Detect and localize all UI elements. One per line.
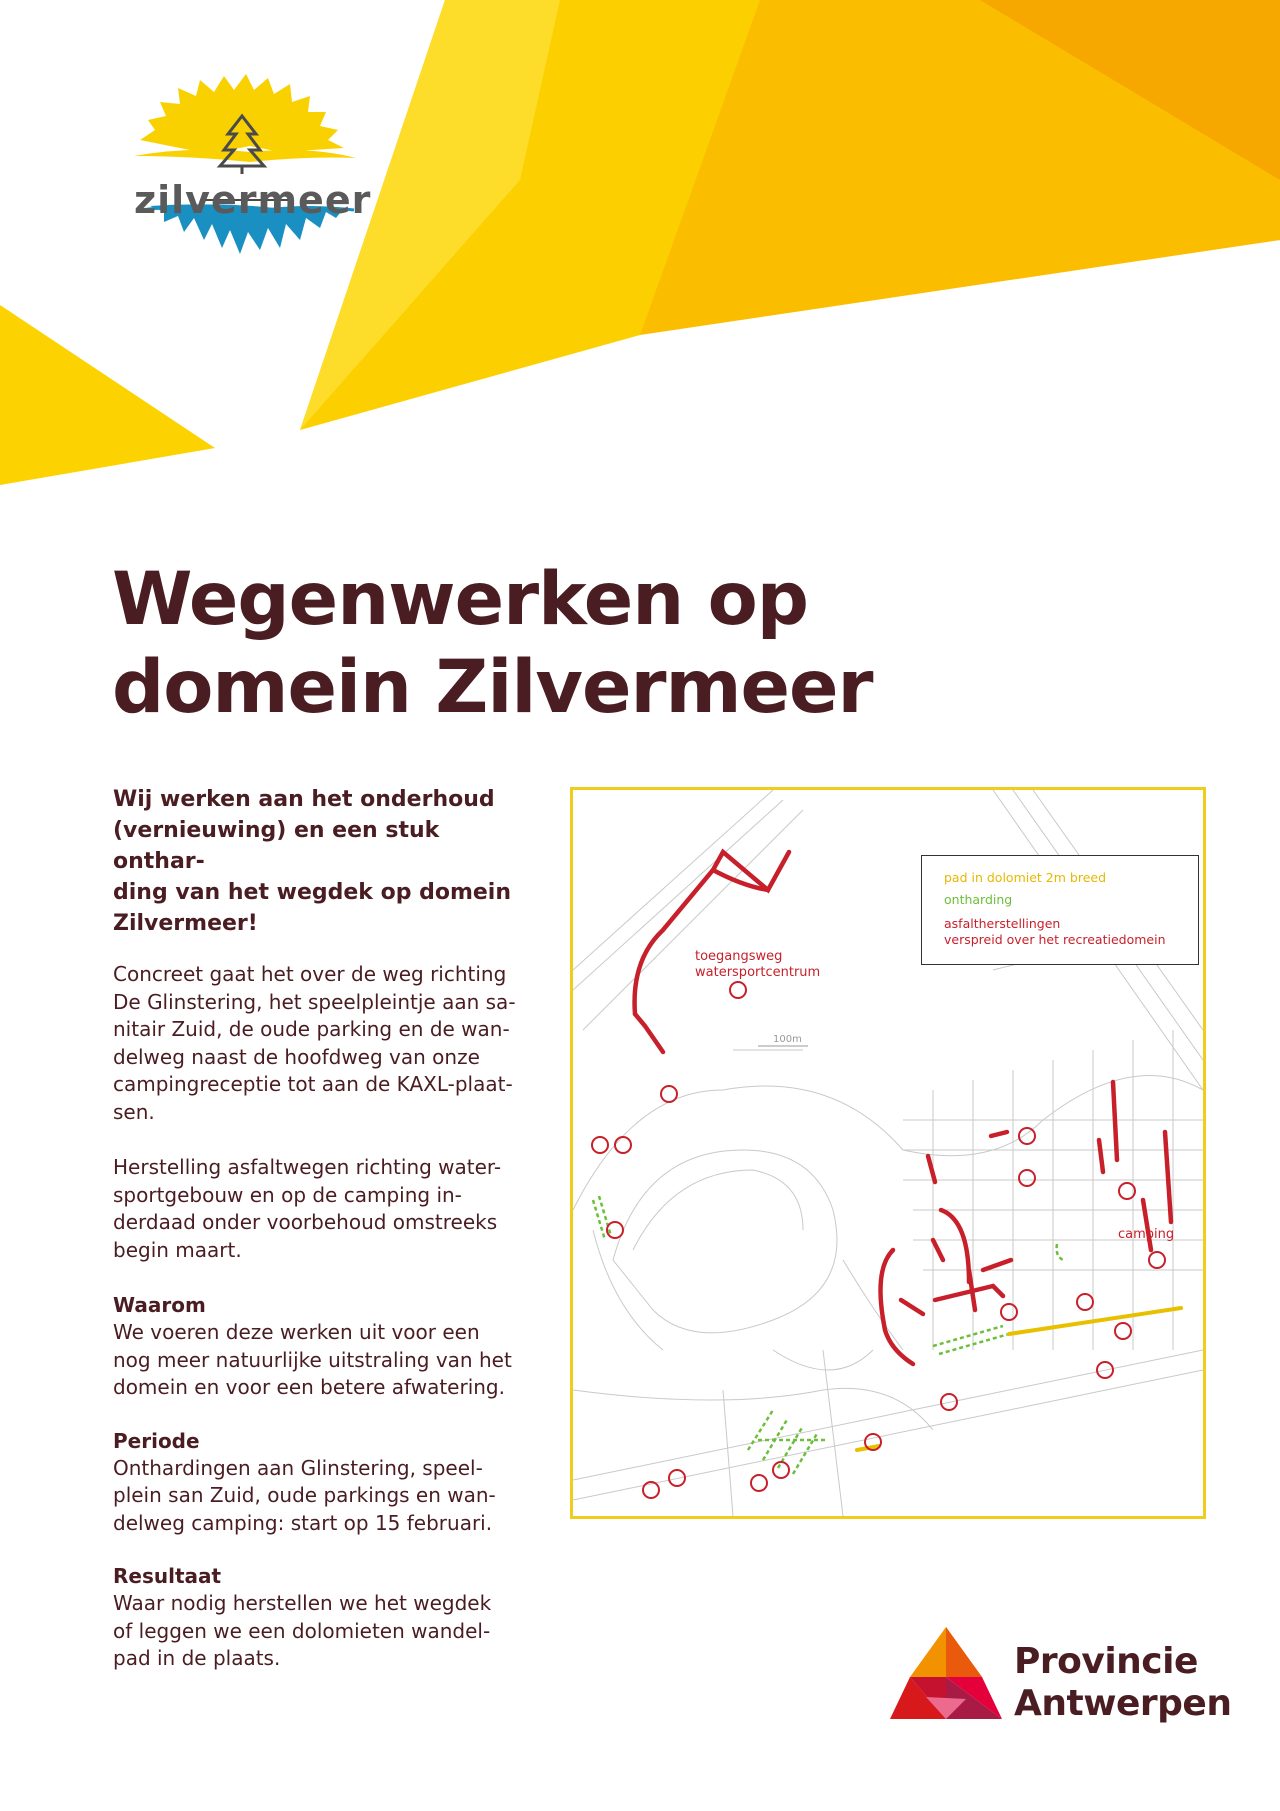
body-line: of leggen we een dolomieten wandel- bbox=[113, 1618, 491, 1643]
body-line: derdaad onder voorbehoud omstreeks bbox=[113, 1210, 498, 1234]
body-line: delweg camping: start op 15 februari. bbox=[113, 1510, 493, 1535]
intro-line: Zilvermeer! bbox=[113, 911, 258, 936]
logo-wordmark: zilvermeer bbox=[134, 178, 372, 222]
body-line: begin maart. bbox=[113, 1237, 242, 1262]
body-line: We voeren deze werken uit voor een bbox=[113, 1320, 480, 1344]
legend-ontharding: ontharding bbox=[944, 892, 1013, 907]
body-line: De Glinstering, het speelpleintje aan sa- bbox=[113, 989, 516, 1014]
map-legend bbox=[921, 855, 1199, 965]
intro-line: Wij werken aan het onderhoud bbox=[113, 787, 495, 812]
section-heading-waarom: Waarom bbox=[113, 1293, 206, 1317]
site-map bbox=[570, 787, 1206, 1519]
legend-asphalt: asfaltherstellingen bbox=[944, 916, 1061, 931]
body-line: Waar nodig herstellen we het wegdek bbox=[113, 1591, 492, 1615]
legend-asphalt-note: verspreid over het recreatiedomein bbox=[944, 932, 1166, 947]
title-line-1: Wegenwerken op bbox=[112, 557, 809, 642]
map-label-access-road bbox=[695, 949, 820, 981]
body-line: nitair Zuid, de oude parking en de wan- bbox=[113, 1017, 510, 1041]
intro-line: ding van het wegdek op domein bbox=[113, 880, 512, 905]
title-line-2: domein Zilvermeer bbox=[112, 645, 873, 730]
bg-triangle-left bbox=[0, 305, 215, 485]
footpaths bbox=[857, 1308, 1181, 1450]
section-heading-resultaat: Resultaat bbox=[113, 1564, 222, 1588]
body-paragraph bbox=[113, 1154, 518, 1264]
text-column bbox=[113, 784, 518, 1699]
section-heading-periode: Periode bbox=[113, 1428, 200, 1453]
map-label-line: watersportcentrum bbox=[695, 965, 821, 980]
body-line: sportgebouw en op de camping in- bbox=[113, 1182, 462, 1207]
provincie-antwerpen-wordmark bbox=[1014, 1641, 1231, 1725]
body-line: Herstelling asfaltwegen richting water- bbox=[113, 1155, 502, 1179]
body-line: campingreceptie tot aan de KAXL-plaat- bbox=[113, 1072, 513, 1096]
body-line: plein san Zuid, oude parkings en wan- bbox=[113, 1483, 496, 1507]
section-body-resultaat bbox=[113, 1590, 518, 1673]
section-body-periode bbox=[113, 1455, 518, 1538]
body-line: Concreet gaat het over de weg richting bbox=[113, 962, 507, 986]
intro-paragraph bbox=[113, 784, 518, 939]
page-title bbox=[112, 556, 1012, 732]
body-line: nog meer natuurlijke uitstraling van het bbox=[113, 1347, 512, 1372]
body-line: Onthardingen aan Glinstering, speel- bbox=[113, 1455, 483, 1480]
body-line: delweg naast de hoofdweg van onze bbox=[113, 1044, 480, 1069]
body-line: domein en voor een betere afwatering. bbox=[113, 1375, 505, 1399]
body-line: pad in de plaats. bbox=[113, 1646, 281, 1670]
publisher-line: Antwerpen bbox=[1014, 1683, 1232, 1724]
scale-label: 100m bbox=[773, 1034, 802, 1045]
dolomite-paths bbox=[593, 1196, 1063, 1474]
body-line: sen. bbox=[113, 1099, 155, 1124]
publisher-line: Provincie bbox=[1014, 1641, 1198, 1682]
intro-line: (vernieuwing) en een stuk onthar- bbox=[113, 818, 440, 874]
body-paragraph bbox=[113, 961, 518, 1126]
section-body-waarom bbox=[113, 1319, 518, 1402]
map-label-line: toegangsweg bbox=[695, 949, 783, 964]
legend-dolomite: pad in dolomiet 2m breed bbox=[944, 870, 1107, 885]
map-label-camping: camping bbox=[1118, 1227, 1175, 1242]
triangle-mosaic-icon bbox=[890, 1627, 1002, 1719]
